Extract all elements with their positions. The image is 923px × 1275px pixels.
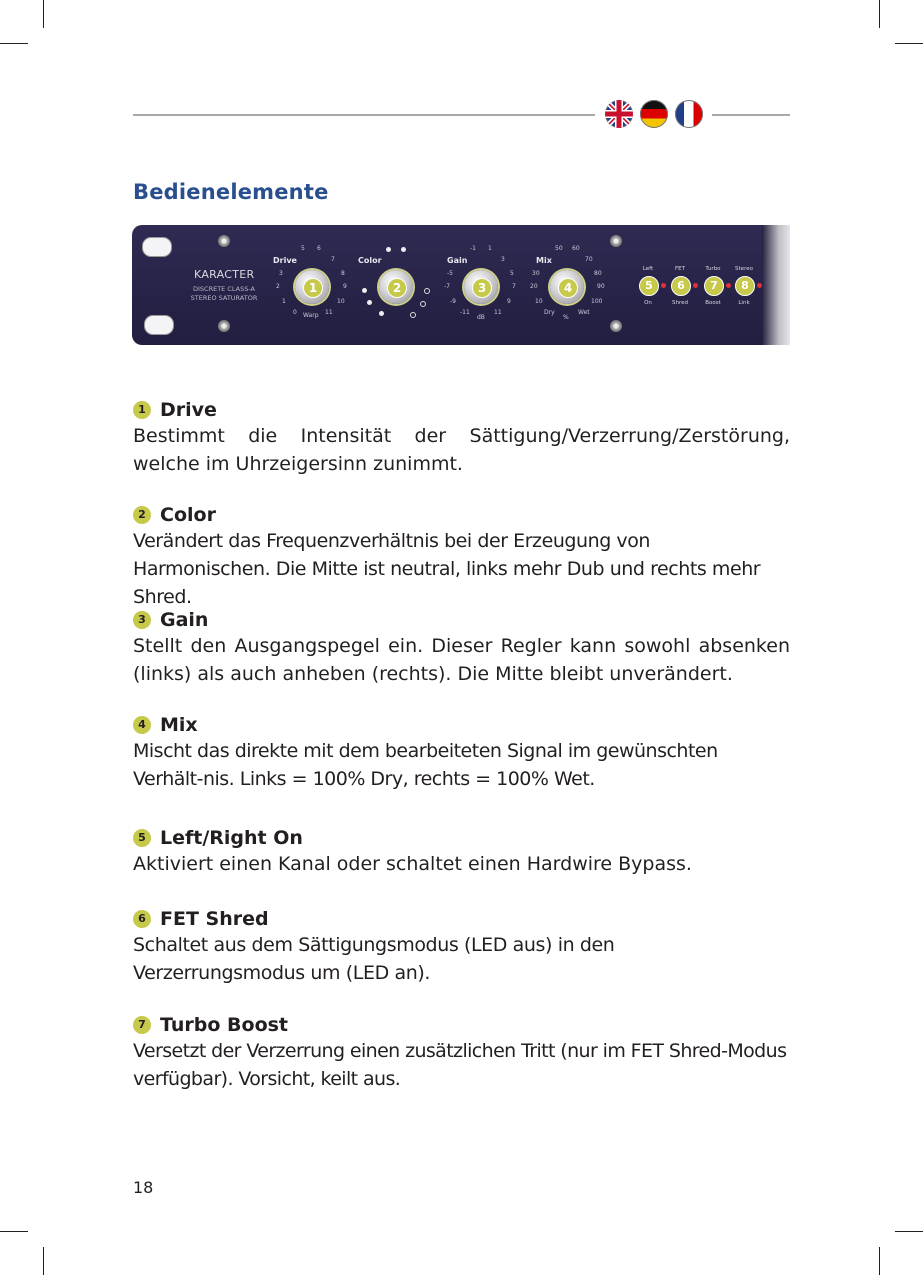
item-title: Color <box>160 504 216 526</box>
german-flag-icon[interactable] <box>640 100 668 128</box>
scale-mark: 9 <box>343 283 347 290</box>
color-scale-dot <box>367 300 372 305</box>
device-panel <box>132 225 790 345</box>
number-badge: 3 <box>133 611 151 629</box>
item-text: Stellt den Ausgangspegel ein. Dieser Regler kann sowohl absenken (links) als auch anheben (rechts). Die Mitte bleibt unverändert. <box>133 635 790 685</box>
screw-icon <box>218 320 230 332</box>
panel-edge <box>762 225 790 345</box>
scale-mark: 0 <box>293 309 297 316</box>
header-rule <box>133 114 595 116</box>
scale-mark: 10 <box>535 298 543 305</box>
brand-subtitle: DISCRETE CLASS-A STEREO SATURATOR <box>190 285 258 302</box>
knob-number: 2 <box>387 278 407 298</box>
color-scale-dot <box>386 247 391 252</box>
crop-mark <box>0 1231 28 1232</box>
item-color <box>133 504 790 611</box>
screw-icon <box>610 320 622 332</box>
crop-mark <box>0 43 28 44</box>
item-title: FET Shred <box>160 908 269 930</box>
scale-mark: 20 <box>530 283 538 290</box>
switch-label-bottom: Shred <box>672 300 688 306</box>
scale-mark: -1 <box>470 245 476 252</box>
color-scale-dot <box>379 311 384 316</box>
item-title: Left/Right On <box>160 827 303 849</box>
screw-icon <box>610 235 622 247</box>
rack-hole <box>144 315 174 335</box>
switch-label-bottom: On <box>644 300 652 306</box>
scale-mark: 8 <box>341 270 345 277</box>
color-scale-dot <box>410 312 416 318</box>
scale-mark: -7 <box>444 283 450 290</box>
item-text: Schaltet aus dem Sättigungsmodus (LED aus) in den Verzerrungsmodus um (LED an). <box>133 934 615 984</box>
item-text: Versetzt der Verzerrung einen zusätzlichen Tritt (nur im FET Shred-Modus verfügbar). Vorsicht, keilt aus. <box>133 1040 787 1090</box>
scale-mark: 90 <box>597 283 605 290</box>
crop-mark <box>43 0 44 28</box>
switch-label-top: Stereo <box>735 266 753 272</box>
scale-mark: Wet <box>578 309 590 316</box>
page-number: 18 <box>133 1178 154 1197</box>
stereo-link-switch[interactable]: 8 <box>735 276 755 296</box>
crop-mark <box>895 43 923 44</box>
knob-number: 4 <box>558 278 578 298</box>
item-title: Drive <box>160 399 217 421</box>
color-scale-dot <box>401 247 406 252</box>
led-indicator <box>757 283 762 288</box>
scale-mark: 5 <box>301 245 305 252</box>
scale-mark: 80 <box>594 270 602 277</box>
section-title: Bedienelemente <box>133 180 329 204</box>
scale-mark: 5 <box>510 270 514 277</box>
scale-mark: 2 <box>276 283 280 290</box>
header-rule <box>712 114 790 116</box>
crop-mark <box>43 1247 44 1275</box>
scale-mark: 11 <box>494 309 502 316</box>
mix-label: Mix <box>536 256 552 265</box>
number-badge: 5 <box>133 829 151 847</box>
scale-mark: 3 <box>279 270 283 277</box>
scale-mark: 1 <box>488 245 492 252</box>
number-badge: 7 <box>133 1016 151 1034</box>
switch-label-bottom: Boost <box>705 300 721 306</box>
switch-label-bottom: Link <box>738 300 750 306</box>
scale-mark: 100 <box>591 298 603 305</box>
scale-mark: -9 <box>450 298 456 305</box>
item-text: Verändert das Frequenzverhältnis bei der Erzeugung von Harmonischen. Die Mitte ist neutral, links mehr Dub und rechts mehr Shred. <box>133 530 761 608</box>
item-drive <box>133 399 790 478</box>
scale-mark: -11 <box>460 309 470 316</box>
item-title: Gain <box>160 609 209 631</box>
scale-mark: dB <box>477 314 485 321</box>
turbo-boost-switch[interactable]: 7 <box>704 276 724 296</box>
scale-mark: 9 <box>507 298 511 305</box>
left-on-switch[interactable]: 5 <box>639 276 659 296</box>
number-badge: 1 <box>133 401 151 419</box>
fet-shred-switch[interactable]: 6 <box>671 276 691 296</box>
color-label: Color <box>358 256 382 265</box>
switch-label-top: Left <box>642 266 654 272</box>
led-indicator <box>693 283 698 288</box>
scale-mark: Warp <box>303 312 319 319</box>
crop-mark <box>879 1247 880 1275</box>
item-left-right-on <box>133 827 790 878</box>
color-knob[interactable] <box>379 270 413 304</box>
item-text: Aktiviert einen Kanal oder schaltet einen Hardwire Bypass. <box>133 853 692 875</box>
scale-mark: 30 <box>532 270 540 277</box>
switch-label-top: Turbo <box>705 266 721 272</box>
french-flag-icon[interactable] <box>675 100 703 128</box>
scale-mark: Dry <box>544 309 555 316</box>
rack-hole <box>142 237 172 257</box>
color-scale-dot <box>424 288 430 294</box>
crop-mark <box>879 0 880 28</box>
gain-label: Gain <box>447 256 468 265</box>
number-badge: 2 <box>133 506 151 524</box>
drive-knob[interactable] <box>295 270 329 304</box>
screw-icon <box>218 235 230 247</box>
scale-mark: 60 <box>572 245 580 252</box>
scale-mark: % <box>563 314 569 321</box>
knob-number: 1 <box>303 278 323 298</box>
scale-mark: 7 <box>512 283 516 290</box>
item-fet-shred <box>133 908 790 987</box>
item-title: Turbo Boost <box>160 1014 289 1036</box>
gain-knob[interactable] <box>464 270 498 304</box>
uk-flag-icon[interactable] <box>605 100 633 128</box>
scale-mark: 1 <box>282 298 286 305</box>
mix-knob[interactable] <box>550 270 584 304</box>
language-flags <box>605 100 703 128</box>
number-badge: 6 <box>133 910 151 928</box>
scale-mark: 6 <box>317 245 321 252</box>
drive-label: Drive <box>273 256 297 265</box>
knob-number: 3 <box>472 278 492 298</box>
scale-mark: 7 <box>331 256 335 263</box>
scale-mark: 50 <box>555 245 563 252</box>
led-indicator <box>661 283 666 288</box>
crop-mark <box>895 1231 923 1232</box>
item-turbo-boost <box>133 1014 790 1093</box>
scale-mark: 3 <box>501 256 505 263</box>
scale-mark: 10 <box>337 298 345 305</box>
item-text: Mischt das direkte mit dem bearbeiteten Signal im gewünschten Verhält-nis. Links = 100% Dry, rechts = 100% Wet. <box>133 740 718 790</box>
color-scale-dot <box>420 301 426 307</box>
color-scale-dot <box>362 288 367 293</box>
scale-mark: -5 <box>447 270 453 277</box>
item-mix <box>133 714 790 793</box>
switch-label-top: FET <box>675 266 685 272</box>
item-text: Bestimmt die Intensität der Sättigung/Verzerrung/Zerstörung, welche im Uhrzeigersinn zunimmt. <box>133 425 790 475</box>
brand-name: KARACTER <box>194 268 255 281</box>
item-gain <box>133 609 790 688</box>
led-indicator <box>726 283 731 288</box>
item-title: Mix <box>160 714 198 736</box>
number-badge: 4 <box>133 716 151 734</box>
scale-mark: 11 <box>325 309 333 316</box>
scale-mark: 70 <box>585 256 593 263</box>
